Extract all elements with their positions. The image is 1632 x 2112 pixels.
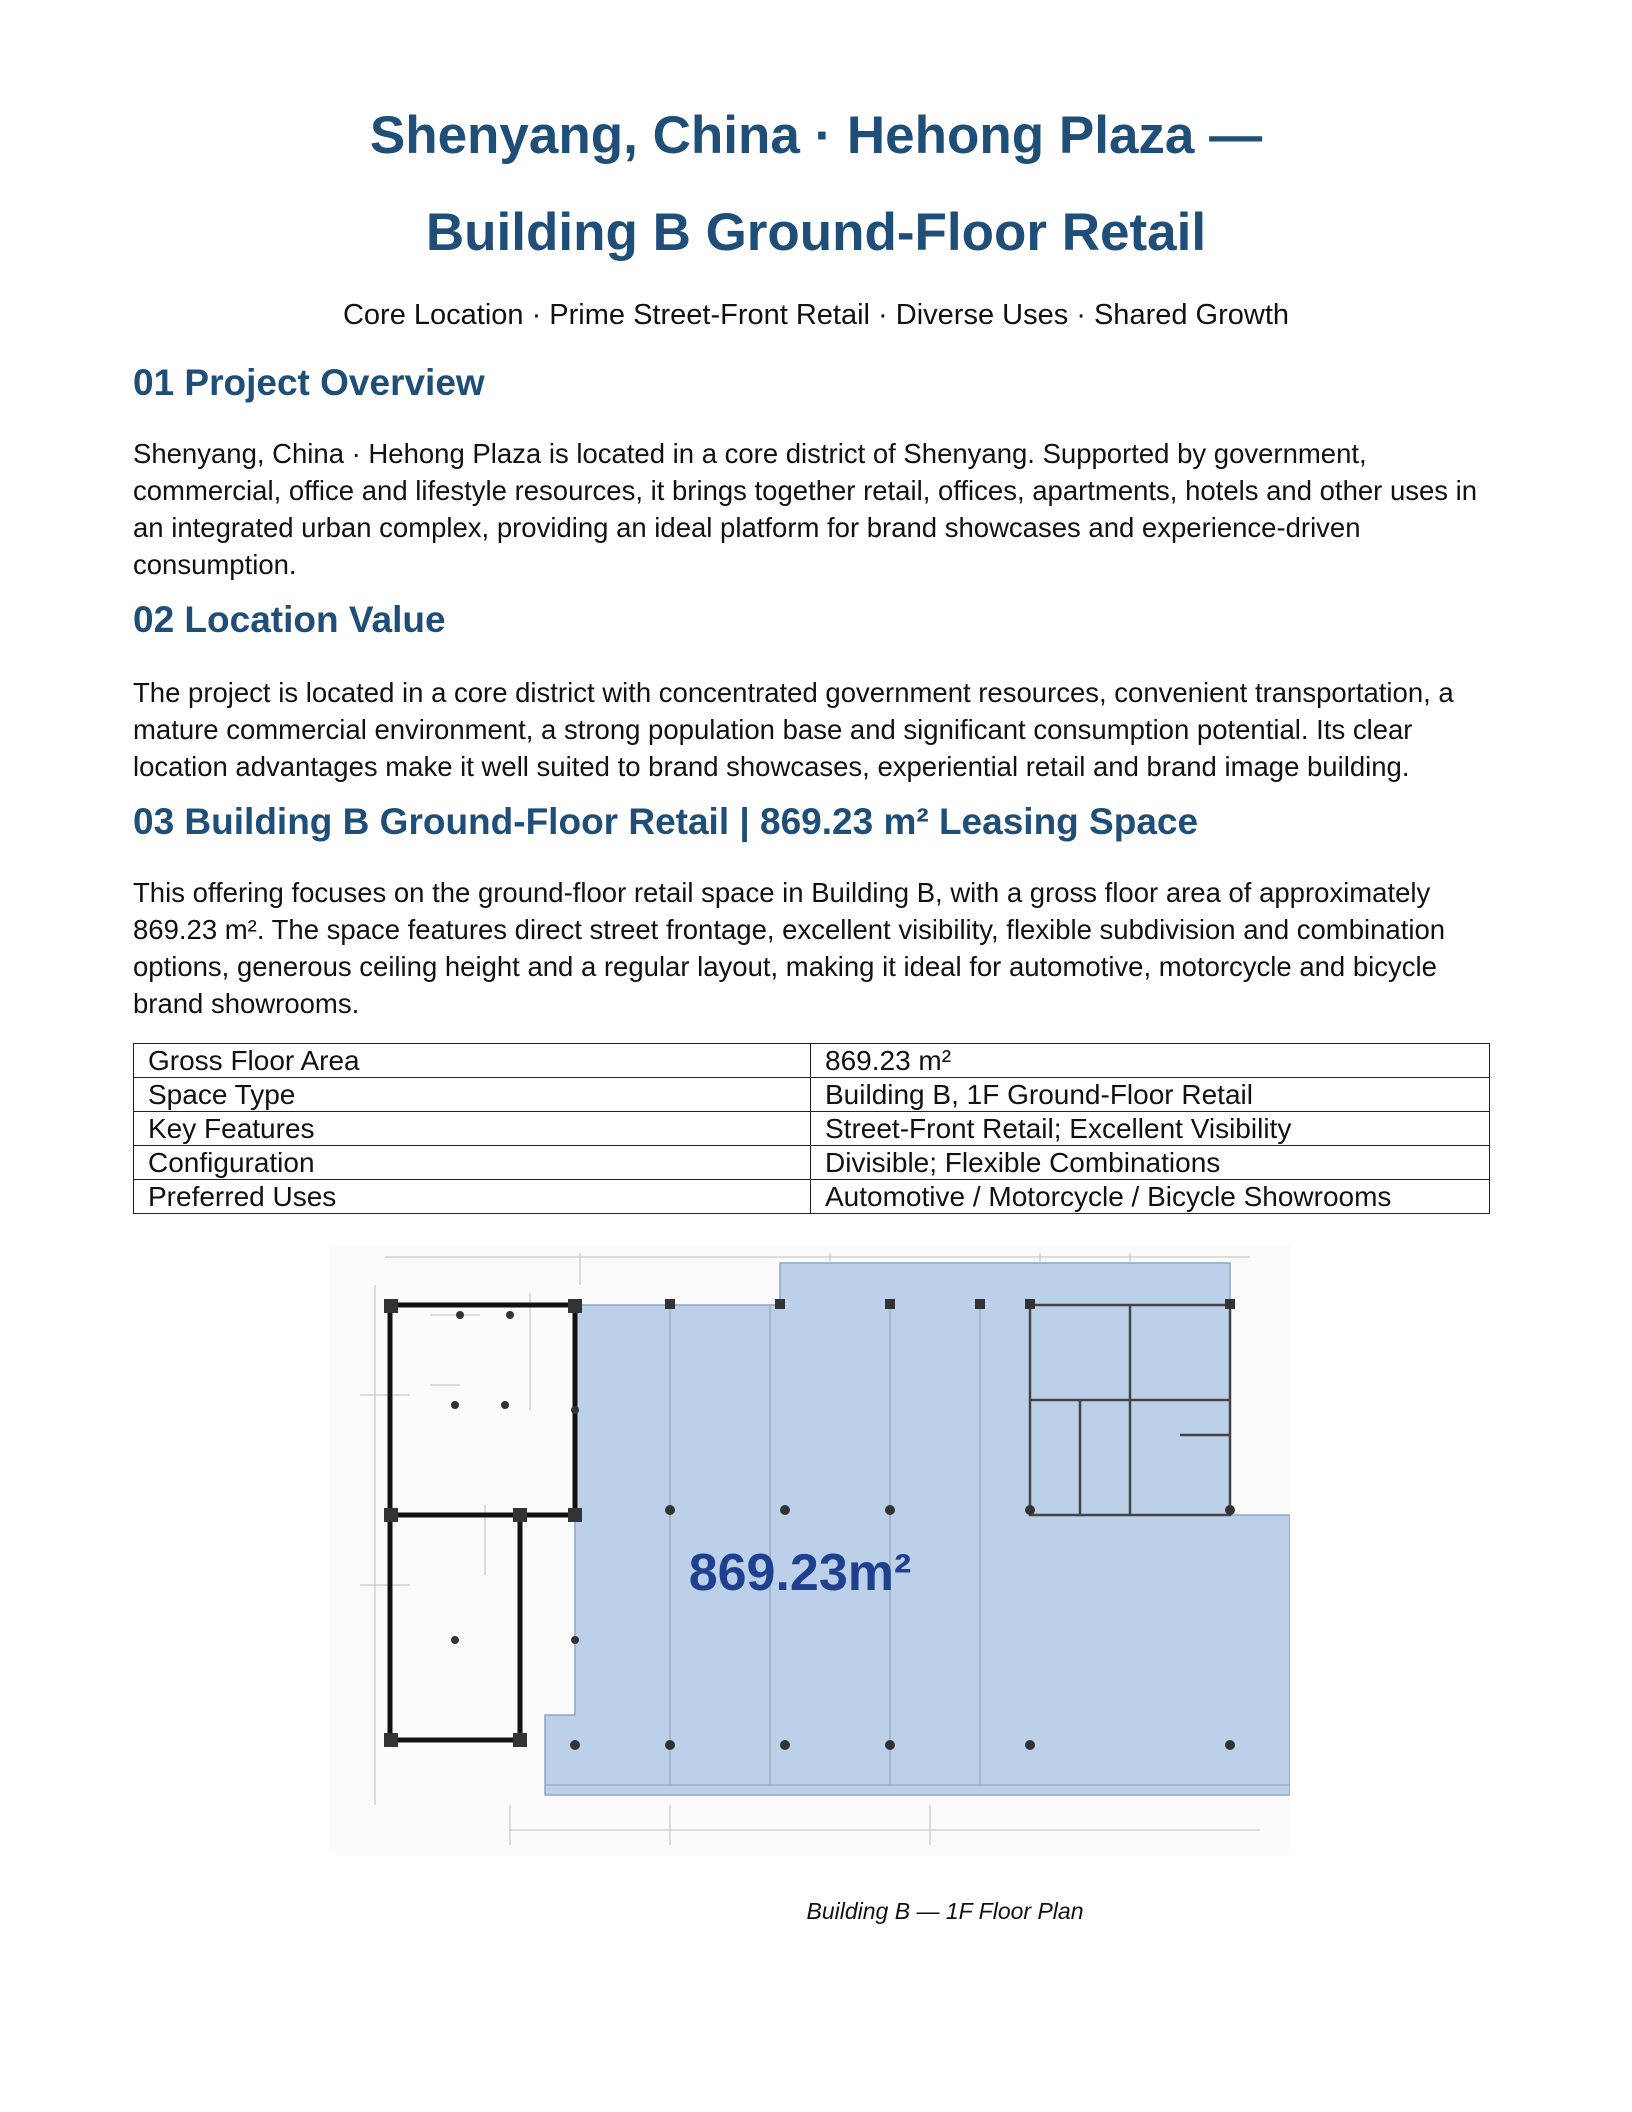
section-heading-retail: 03 Building B Ground-Floor Retail | 869.23 m² Leasing Space	[133, 801, 1199, 842]
floor-plan-area-label: 869.23m²	[688, 1544, 912, 1602]
table-cell-label: Preferred Uses	[134, 1180, 811, 1214]
table-cell-label: Gross Floor Area	[134, 1044, 811, 1078]
table-cell-value: Divisible; Flexible Combinations	[811, 1146, 1490, 1180]
leasing-area-highlight	[545, 1263, 1290, 1795]
page-title-line-2: Building B Ground-Floor Retail	[425, 203, 1207, 262]
table-cell-value: Automotive / Motorcycle / Bicycle Showrooms	[811, 1180, 1490, 1214]
table-cell-value: 869.23 m²	[811, 1044, 1490, 1078]
table-cell-label: Key Features	[134, 1112, 811, 1146]
page-title-line-1: Shenyang, China · Hehong Plaza —	[369, 106, 1263, 165]
section-body-retail: This offering focuses on the ground-floor retail space in Building B, with a gross floor area of approximately 869.23 m². The space features direct street frontage, excellent visibility, flexible subdivision and combination options, generous ceiling height and a regular layout, making it ideal for automotive, motorcycle and bicycle brand showrooms.	[133, 877, 1446, 1019]
table-cell-value: Building B, 1F Ground-Floor Retail	[811, 1078, 1490, 1112]
table-cell-label: Space Type	[134, 1078, 811, 1112]
section-body-location: The project is located in a core district with concentrated government resources, convenient transportation, a mature commercial environment, a strong population base and significant consumption potential. Its clear location advantages make it well suited to brand showcases, experiential retail and brand image building.	[133, 677, 1454, 782]
table-row	[134, 1146, 1490, 1180]
table-cell-value: Street-Front Retail; Excellent Visibility	[811, 1112, 1490, 1146]
section-heading-overview: 01 Project Overview	[133, 362, 485, 403]
table-row	[134, 1180, 1490, 1214]
floor-plan-caption: Building B — 1F Floor Plan	[806, 1898, 1084, 1924]
table-row	[134, 1078, 1490, 1112]
page-subtitle: Core Location · Prime Street-Front Retail · Diverse Uses · Shared Growth	[342, 299, 1290, 331]
table-row	[134, 1112, 1490, 1146]
floor-plan-image	[330, 1245, 1290, 1855]
spec-table	[133, 1043, 1490, 1214]
table-row	[134, 1044, 1490, 1078]
section-body-overview: Shenyang, China · Hehong Plaza is located in a core district of Shenyang. Supported by government, commercial, office and lifestyle resources, it brings together retail, offices, apartments, hotels and other uses in an integrated urban complex, providing an ideal platform for brand showcases and experience-driven consumption.	[133, 438, 1478, 580]
section-heading-location: 02 Location Value	[133, 599, 446, 640]
table-cell-label: Configuration	[134, 1146, 811, 1180]
